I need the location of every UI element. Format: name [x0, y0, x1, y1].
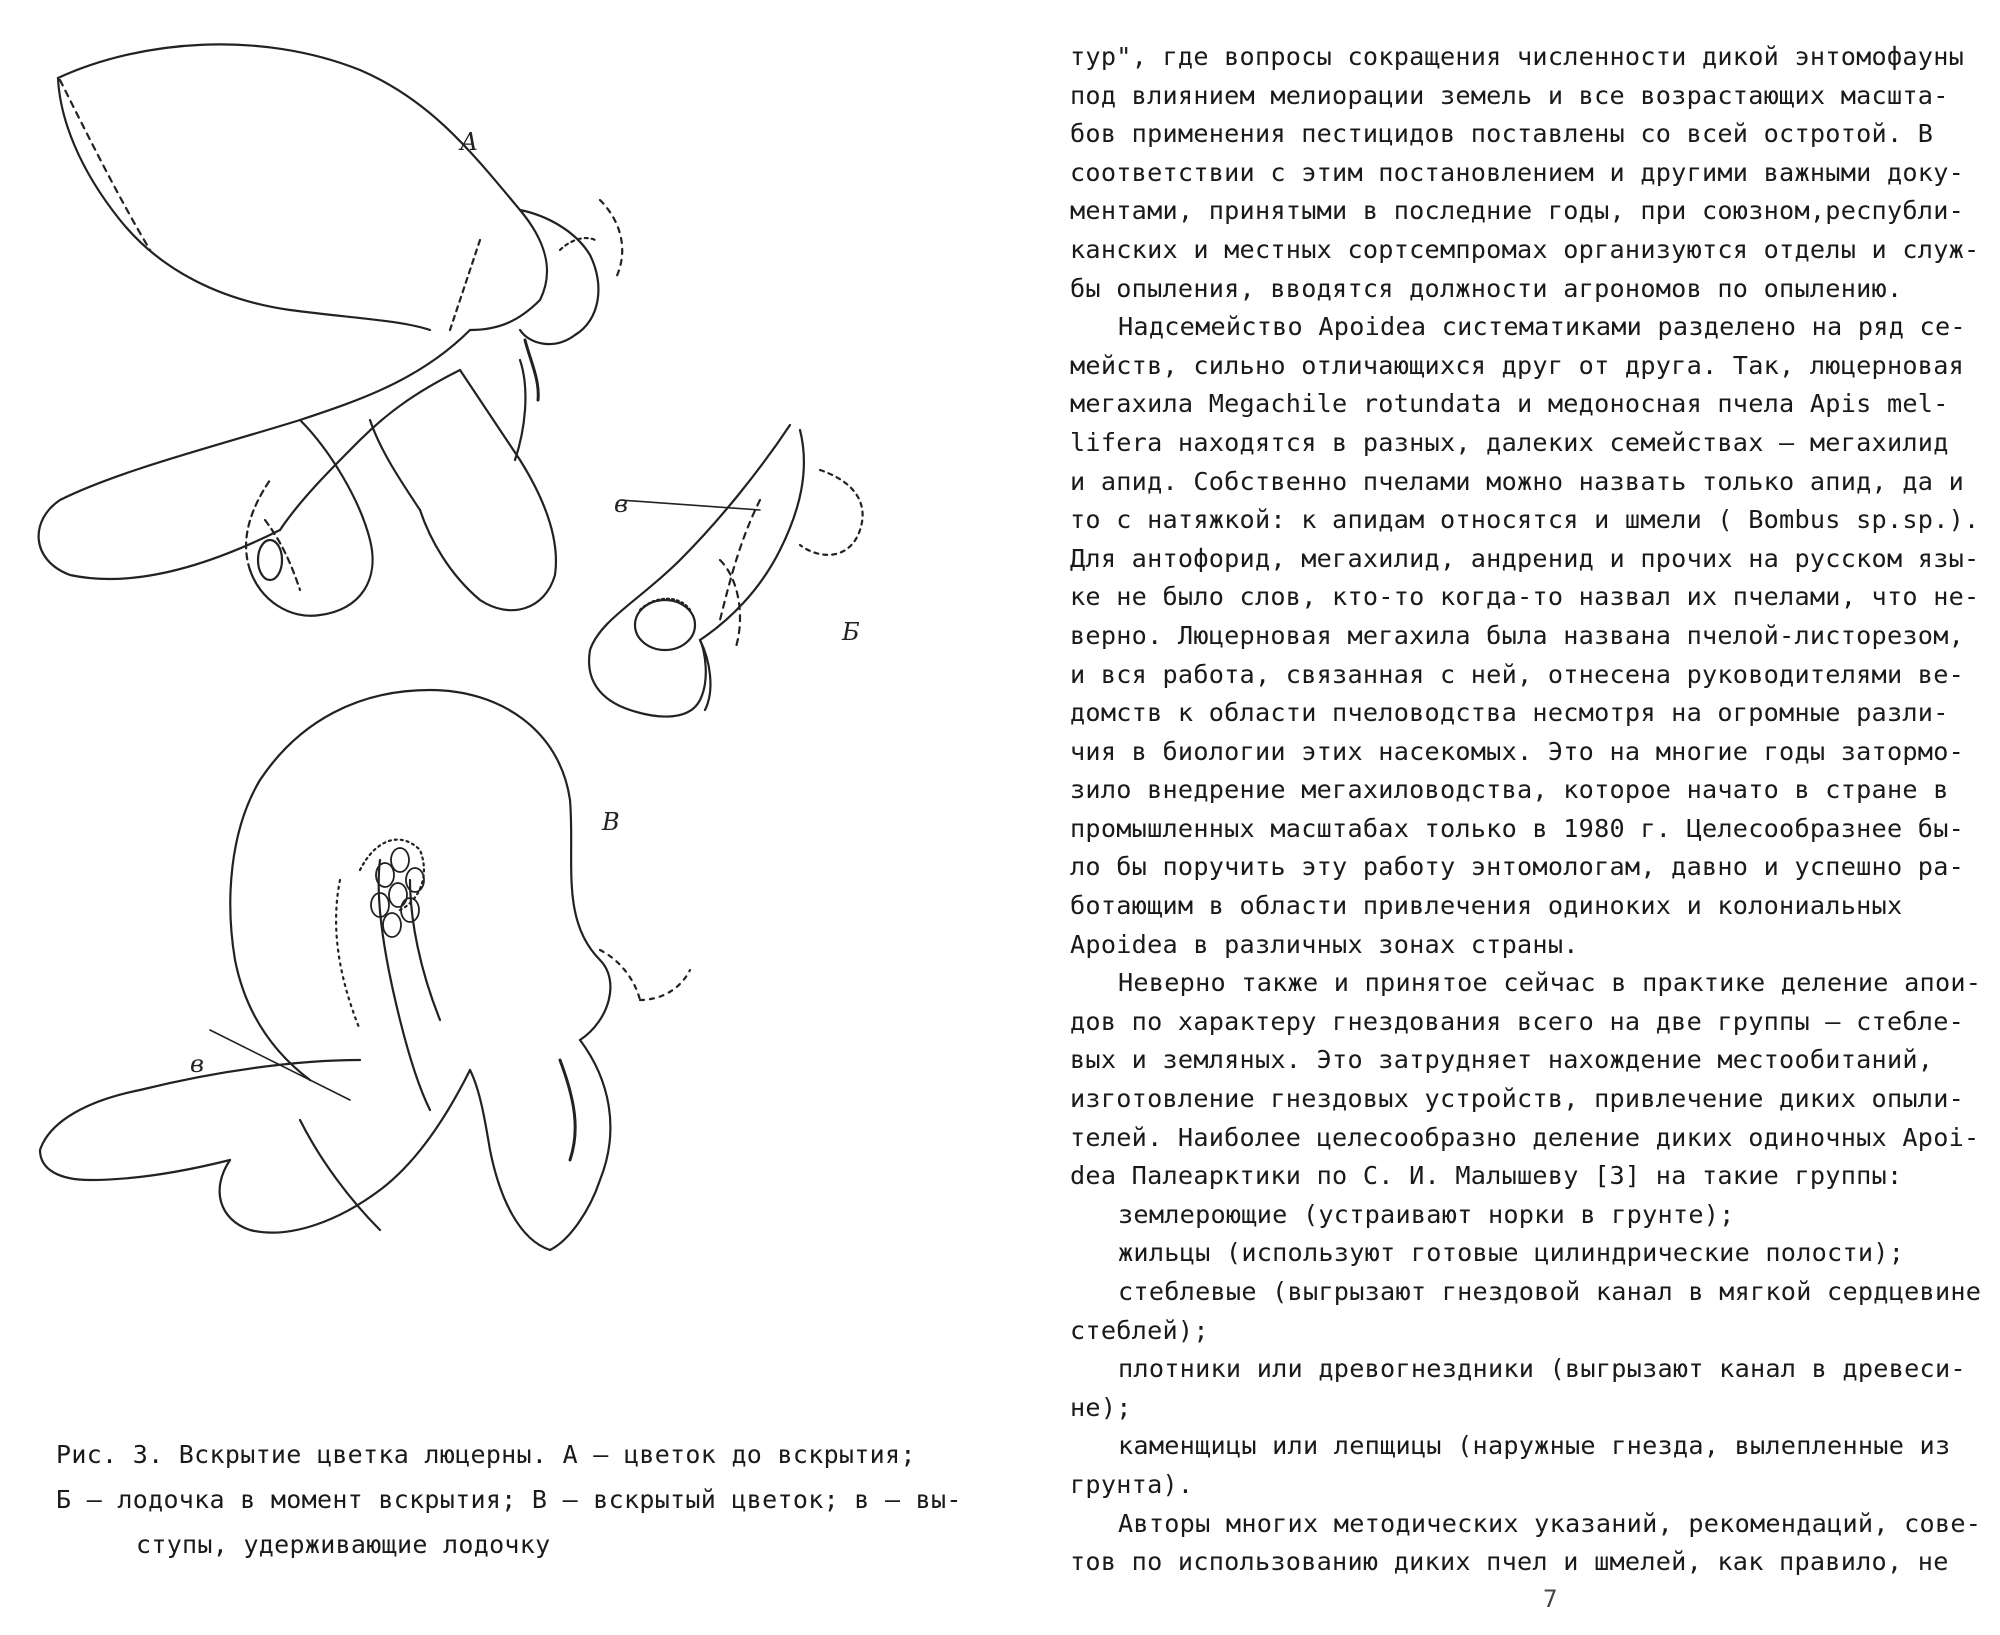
label-ledge-v: в: [190, 1050, 204, 1078]
text-line: грунта).: [1070, 1469, 1194, 1499]
text-line: тур", где вопросы сокращения численности дикой энтомофауны: [1070, 42, 1965, 71]
text-line: канских и местных сортсемпромах организуются отделы и служ-: [1070, 234, 1980, 264]
text-line: Авторы многих методических указаний, рекомендаций, сове-: [1118, 1508, 1982, 1538]
text-line: Apoidea в различных зонах страны.: [1070, 929, 1579, 959]
body-text: [1070, 38, 1982, 1582]
label-flower-b: Б: [842, 618, 860, 646]
text-line: Неверно также и принятое сейчас в практике деление апои-: [1118, 968, 1982, 998]
text-line: lifera находятся в разных, далеких семействах – мегахилид: [1070, 427, 1949, 457]
text-line: Для антофорид, мегахилид, андренид и прочих на русском язы-: [1070, 543, 1980, 573]
flower-a-drawing: [39, 44, 623, 615]
text-line: не);: [1070, 1392, 1132, 1422]
text-line: бов применения пестицидов поставлены со всей остротой. В: [1070, 119, 1934, 149]
text-line: зило внедрение мегахиловодства, которое начато в стране в: [1070, 775, 1949, 805]
text-line: землероющие (устраивают норки в грунте);: [1118, 1199, 1735, 1229]
text-line: жильцы (используют готовые цилиндрические полости);: [1118, 1238, 1905, 1268]
text-line: ке не было слов, кто-то когда-то назвал их пчелами, что не-: [1070, 582, 1980, 612]
text-line: дов по характеру гнездования всего на две группы – стебле-: [1070, 1006, 1965, 1036]
figure-caption: [56, 1432, 1016, 1567]
text-line: плотники или древогнездники (выгрызают канал в древеси-: [1118, 1354, 1966, 1384]
text-line: верно. Люцерновая мегахила была названа пчелой-листорезом,: [1070, 620, 1965, 650]
text-line: стеблей);: [1070, 1315, 1209, 1345]
text-line: ботающим в области привлечения одиноких и колониальных: [1070, 891, 1903, 921]
caption-line: ступы, удерживающие лодочку: [136, 1530, 551, 1559]
page-number: 7: [1543, 1585, 1558, 1613]
text-line: мегахила Megachile rotundata и медоносная пчела Apis mel-: [1070, 389, 1949, 419]
text-line: ло бы поручить эту работу энтомологам, давно и успешно ра-: [1070, 852, 1965, 882]
text-line: изготовление гнездовых устройств, привлечение диких опыли-: [1070, 1084, 1965, 1114]
text-line: вых и земляных. Это затрудняет нахождение местообитаний,: [1070, 1045, 1934, 1075]
flower-b-drawing: [589, 425, 863, 717]
label-flower-a: А: [460, 128, 479, 156]
text-line: чия в биологии этих насекомых. Это на многие годы затормо-: [1070, 736, 1965, 766]
text-line: и вся работа, связанная с ней, отнесена руководителями ве-: [1070, 659, 1965, 689]
text-line: соответствии с этим постановлением и другими важными доку-: [1070, 157, 1965, 187]
figure-alfalfa-flower: [0, 0, 1020, 1420]
text-line: телей. Наиболее целесообразно деление диких одиночных Apoi-: [1070, 1122, 1980, 1152]
text-line: то с натяжкой: к апидам относятся и шмели ( Bombus sp.sp.).: [1070, 505, 1980, 535]
text-line: Надсемейство Apoidea систематиками разделено на ряд се-: [1118, 312, 1966, 342]
label-flower-v: В: [602, 808, 620, 836]
text-line: промышленных масштабах только в 1980 г. Целесообразнее бы-: [1070, 813, 1965, 843]
label-ledge-b: в: [614, 490, 628, 518]
flower-drawing: [0, 0, 1020, 1420]
text-line: ментами, принятыми в последние годы, при союзном,республи-: [1070, 196, 1965, 226]
caption-line: Б – лодочка в момент вскрытия; В – вскрытый цветок; в – вы-: [56, 1485, 962, 1514]
caption-line: Рис. 3. Вскрытие цветка люцерны. А – цветок до вскрытия;: [56, 1440, 916, 1469]
text-line: мейств, сильно отличающихся друг от друга. Так, люцерновая: [1070, 350, 1965, 380]
text-line: бы опыления, вводятся должности агрономов по опылению.: [1070, 273, 1903, 303]
text-line: стеблевые (выгрызают гнездовой канал в мягкой сердцевине: [1118, 1277, 1982, 1306]
text-line: домств к области пчеловодства несмотря на огромные разли-: [1070, 698, 1949, 728]
text-line: dea Палеарктики по С. И. Малышеву [3] на такие группы:: [1070, 1161, 1903, 1191]
text-line: каменщицы или лепщицы (наружные гнезда, вылепленные из: [1118, 1431, 1951, 1461]
text-line: тов по использованию диких пчел и шмелей, как правило, не: [1070, 1547, 1949, 1577]
text-line: и апид. Собственно пчелами можно назвать только апид, да и: [1070, 466, 1965, 496]
flower-c-drawing: [40, 690, 690, 1250]
text-line: под влиянием мелиорации земель и все возрастающих масшта-: [1070, 80, 1949, 110]
